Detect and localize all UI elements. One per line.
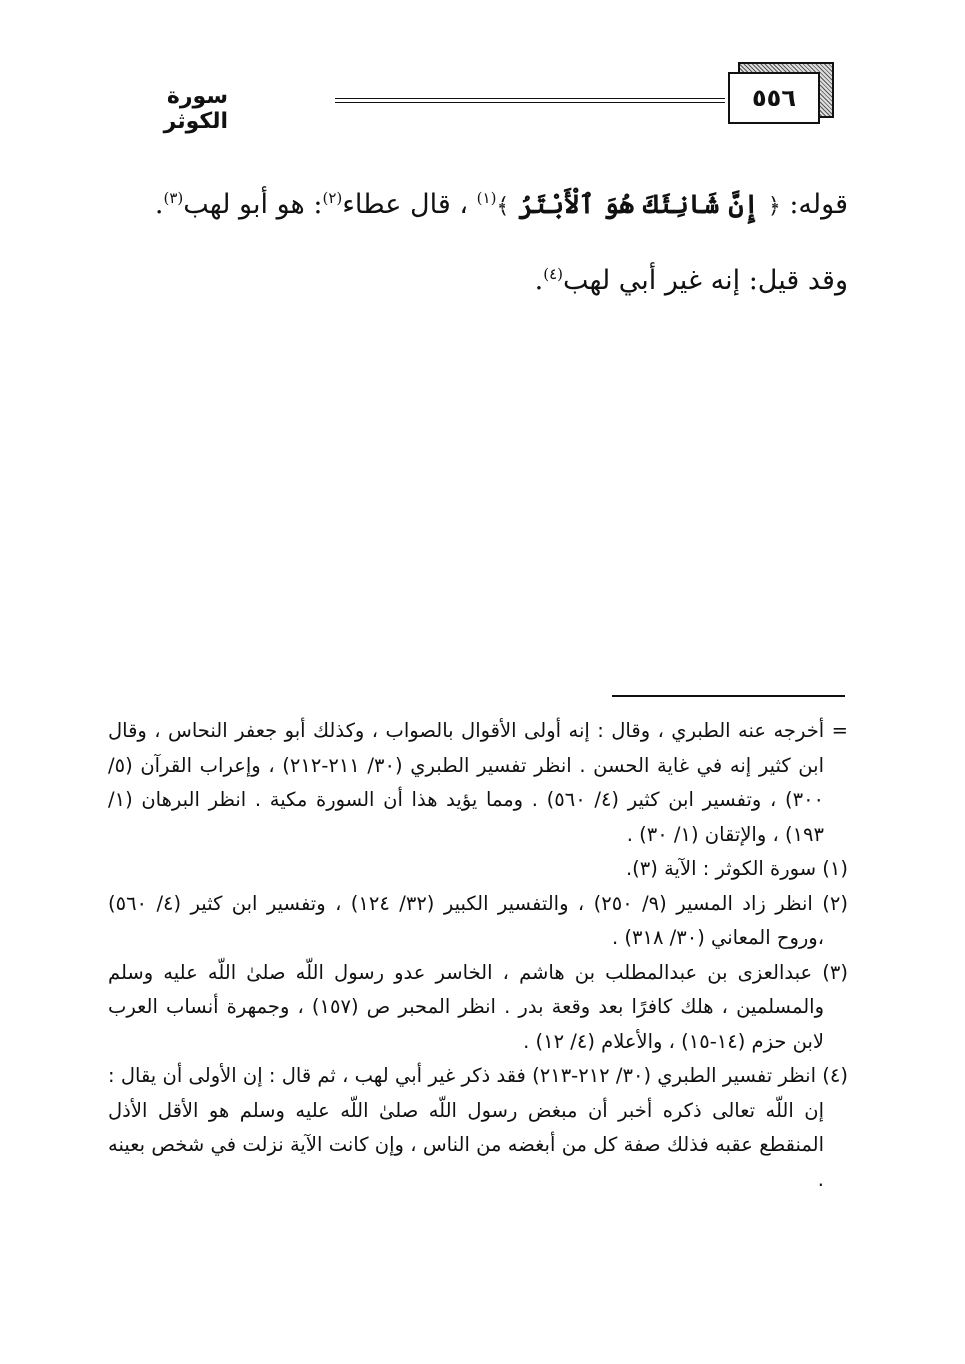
page-number xyxy=(728,72,820,124)
sentence-end-2: . xyxy=(534,265,544,296)
footnote-ref-4[interactable]: (٤) xyxy=(543,265,563,283)
commentary-text: ، قال عطاء xyxy=(342,189,477,220)
footnotes xyxy=(108,714,848,1197)
footnote-3: (٣) عبدالعزى بن عبدالمطلب بن هاشم ، الخاسر عدو رسول اللّه صلىٰ اللّه عليه وسلم والمسلمين ، هلك كافرًا بعد وقعة بدر . انظر المحبر ص (١٥٧) ، وجمهرة أنساب العرب لابن حزم (١٤-١٥) ، والأعلام (٤/ ١٢) . xyxy=(108,960,848,1053)
footnote-ref-1[interactable]: (١) xyxy=(476,189,497,207)
quran-close-bracket: ﴾ xyxy=(496,194,510,219)
footnote-1: (١) سورة الكوثر : الآية (٣). xyxy=(625,857,848,880)
footnote-4: (٤) انظر تفسير الطبري (٣٠/ ٢١٢-٢١٣) فقد ذكر غير أبي لهب ، ثم قال : إن الأولى أن يقال : إن اللّه تعالى ذكره أخبر أن مبغض رسول اللّه صلىٰ اللّه عليه وسلم هو الأقل الأذل المنقطع عقبه فذلك صفة كل من أبغضه من الناس ، وإن كانت الآية نزلت في شخص بعينه . xyxy=(108,1064,848,1191)
running-title: سورة الكوثر xyxy=(163,84,228,134)
quran-open-bracket: ﴿ xyxy=(767,194,781,219)
intro-text: قوله: xyxy=(780,189,848,220)
sentence-end: . xyxy=(154,189,164,220)
header-rule xyxy=(335,98,725,103)
quran-verse: إِنَّ شَانِئَكَ هُوَ ٱلْأَبْتَرُ xyxy=(509,190,768,220)
paragraph-2 xyxy=(108,256,848,306)
footnote-ref-2[interactable]: (٢) xyxy=(322,189,343,207)
footnote-ref-3[interactable]: (٣) xyxy=(163,189,184,207)
footnote-continuation: = أخرجه عنه الطبري ، وقال : إنه أولى الأقوال بالصواب ، وكذلك أبو جعفر النحاس ، وقال ابن كثير إنه في غاية الحسن . انظر تفسير الطبري (٣٠/ ٢١١-٢١٢) ، وإعراب القرآن (٥/ ٣٠٠) ، وتفسير ابن كثير (٤/ ٥٦٠) . ومما يؤيد هذا أن السورة مكية . انظر البرهان (١/ ١٩٣) ، والإتقان (١/ ٣٠) . xyxy=(108,719,848,846)
footnote-2: (٢) انظر زاد المسير (٩/ ٢٥٠) ، والتفسير الكبير (٣٢/ ١٢٤) ، وتفسير ابن كثير (٤/ ٥٦٠) ،وروح المعاني (٣٠/ ٣١٨) . xyxy=(108,891,848,949)
main-text xyxy=(108,180,848,330)
commentary-text-2: : هو أبو لهب xyxy=(183,189,323,220)
page-number-text: ٥٥٦ xyxy=(752,84,796,112)
paragraph-1 xyxy=(108,180,848,232)
paragraph-2-text: وقد قيل: إنه غير أبي لهب xyxy=(563,265,848,296)
footnote-separator xyxy=(612,695,845,697)
